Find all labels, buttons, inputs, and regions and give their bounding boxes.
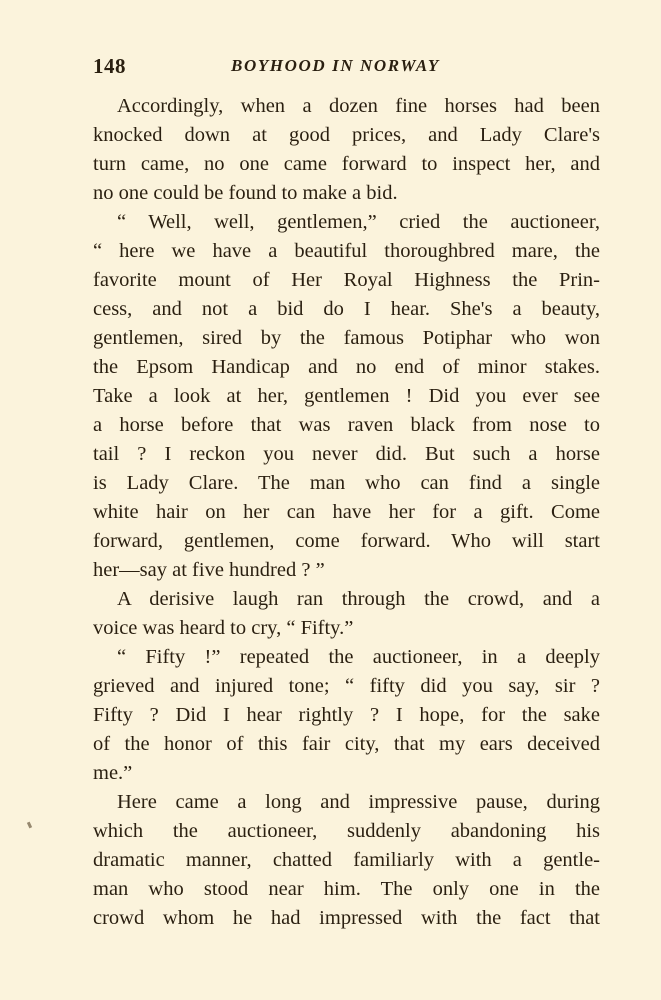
text-line: gentlemen, sired by the famous Potiphar who won bbox=[93, 327, 600, 349]
text-line: no one could be found to make a bid. bbox=[93, 182, 398, 204]
text-line: her—say at five hundred ? ” bbox=[93, 559, 325, 581]
body-text bbox=[93, 92, 600, 933]
running-head bbox=[93, 54, 601, 78]
margin-tick-mark bbox=[27, 822, 32, 829]
text-line: favorite mount of Her Royal Highness the Prin- bbox=[93, 269, 600, 291]
text-line: the Epsom Handicap and no end of minor stakes. bbox=[93, 356, 600, 378]
text-line: me.” bbox=[93, 762, 133, 784]
text-line: “ here we have a beautiful thoroughbred mare, the bbox=[93, 240, 600, 262]
text-line: turn came, no one came forward to inspect her, and bbox=[93, 153, 600, 175]
text-line: white hair on her can have her for a gift. Come bbox=[93, 501, 600, 523]
text-line: man who stood near him. The only one in the bbox=[93, 878, 600, 900]
text-line: crowd whom he had impressed with the fact that bbox=[93, 907, 600, 929]
text-line: dramatic manner, chatted familiarly with a gentle- bbox=[93, 849, 600, 871]
text-line: Here came a long and impressive pause, during bbox=[117, 791, 600, 813]
page-number: 148 bbox=[93, 54, 126, 78]
text-line: of the honor of this fair city, that my ears deceived bbox=[93, 733, 600, 755]
text-line: a horse before that was raven black from nose to bbox=[93, 414, 600, 436]
text-line: Take a look at her, gentlemen ! Did you ever see bbox=[93, 385, 600, 407]
text-line: “ Well, well, gentlemen,” cried the auctioneer, bbox=[117, 211, 600, 233]
text-line: grieved and injured tone; “ fifty did you say, sir ? bbox=[93, 675, 600, 697]
text-line: knocked down at good prices, and Lady Clare's bbox=[93, 124, 600, 146]
text-line: A derisive laugh ran through the crowd, and a bbox=[117, 588, 600, 610]
text-line: cess, and not a bid do I hear. She's a beauty, bbox=[93, 298, 600, 320]
text-line: “ Fifty !” repeated the auctioneer, in a deeply bbox=[117, 646, 600, 668]
text-line: Accordingly, when a dozen fine horses had been bbox=[117, 95, 600, 117]
text-line: which the auctioneer, suddenly abandoning his bbox=[93, 820, 600, 842]
text-line: Fifty ? Did I hear rightly ? I hope, for the sake bbox=[93, 704, 600, 726]
text-line: tail ? I reckon you never did. But such a horse bbox=[93, 443, 600, 465]
text-line: voice was heard to cry, “ Fifty.” bbox=[93, 617, 354, 639]
text-line: is Lady Clare. The man who can find a single bbox=[93, 472, 600, 494]
running-title: BOYHOOD IN NORWAY bbox=[231, 56, 440, 75]
text-line: forward, gentlemen, come forward. Who will start bbox=[93, 530, 600, 552]
